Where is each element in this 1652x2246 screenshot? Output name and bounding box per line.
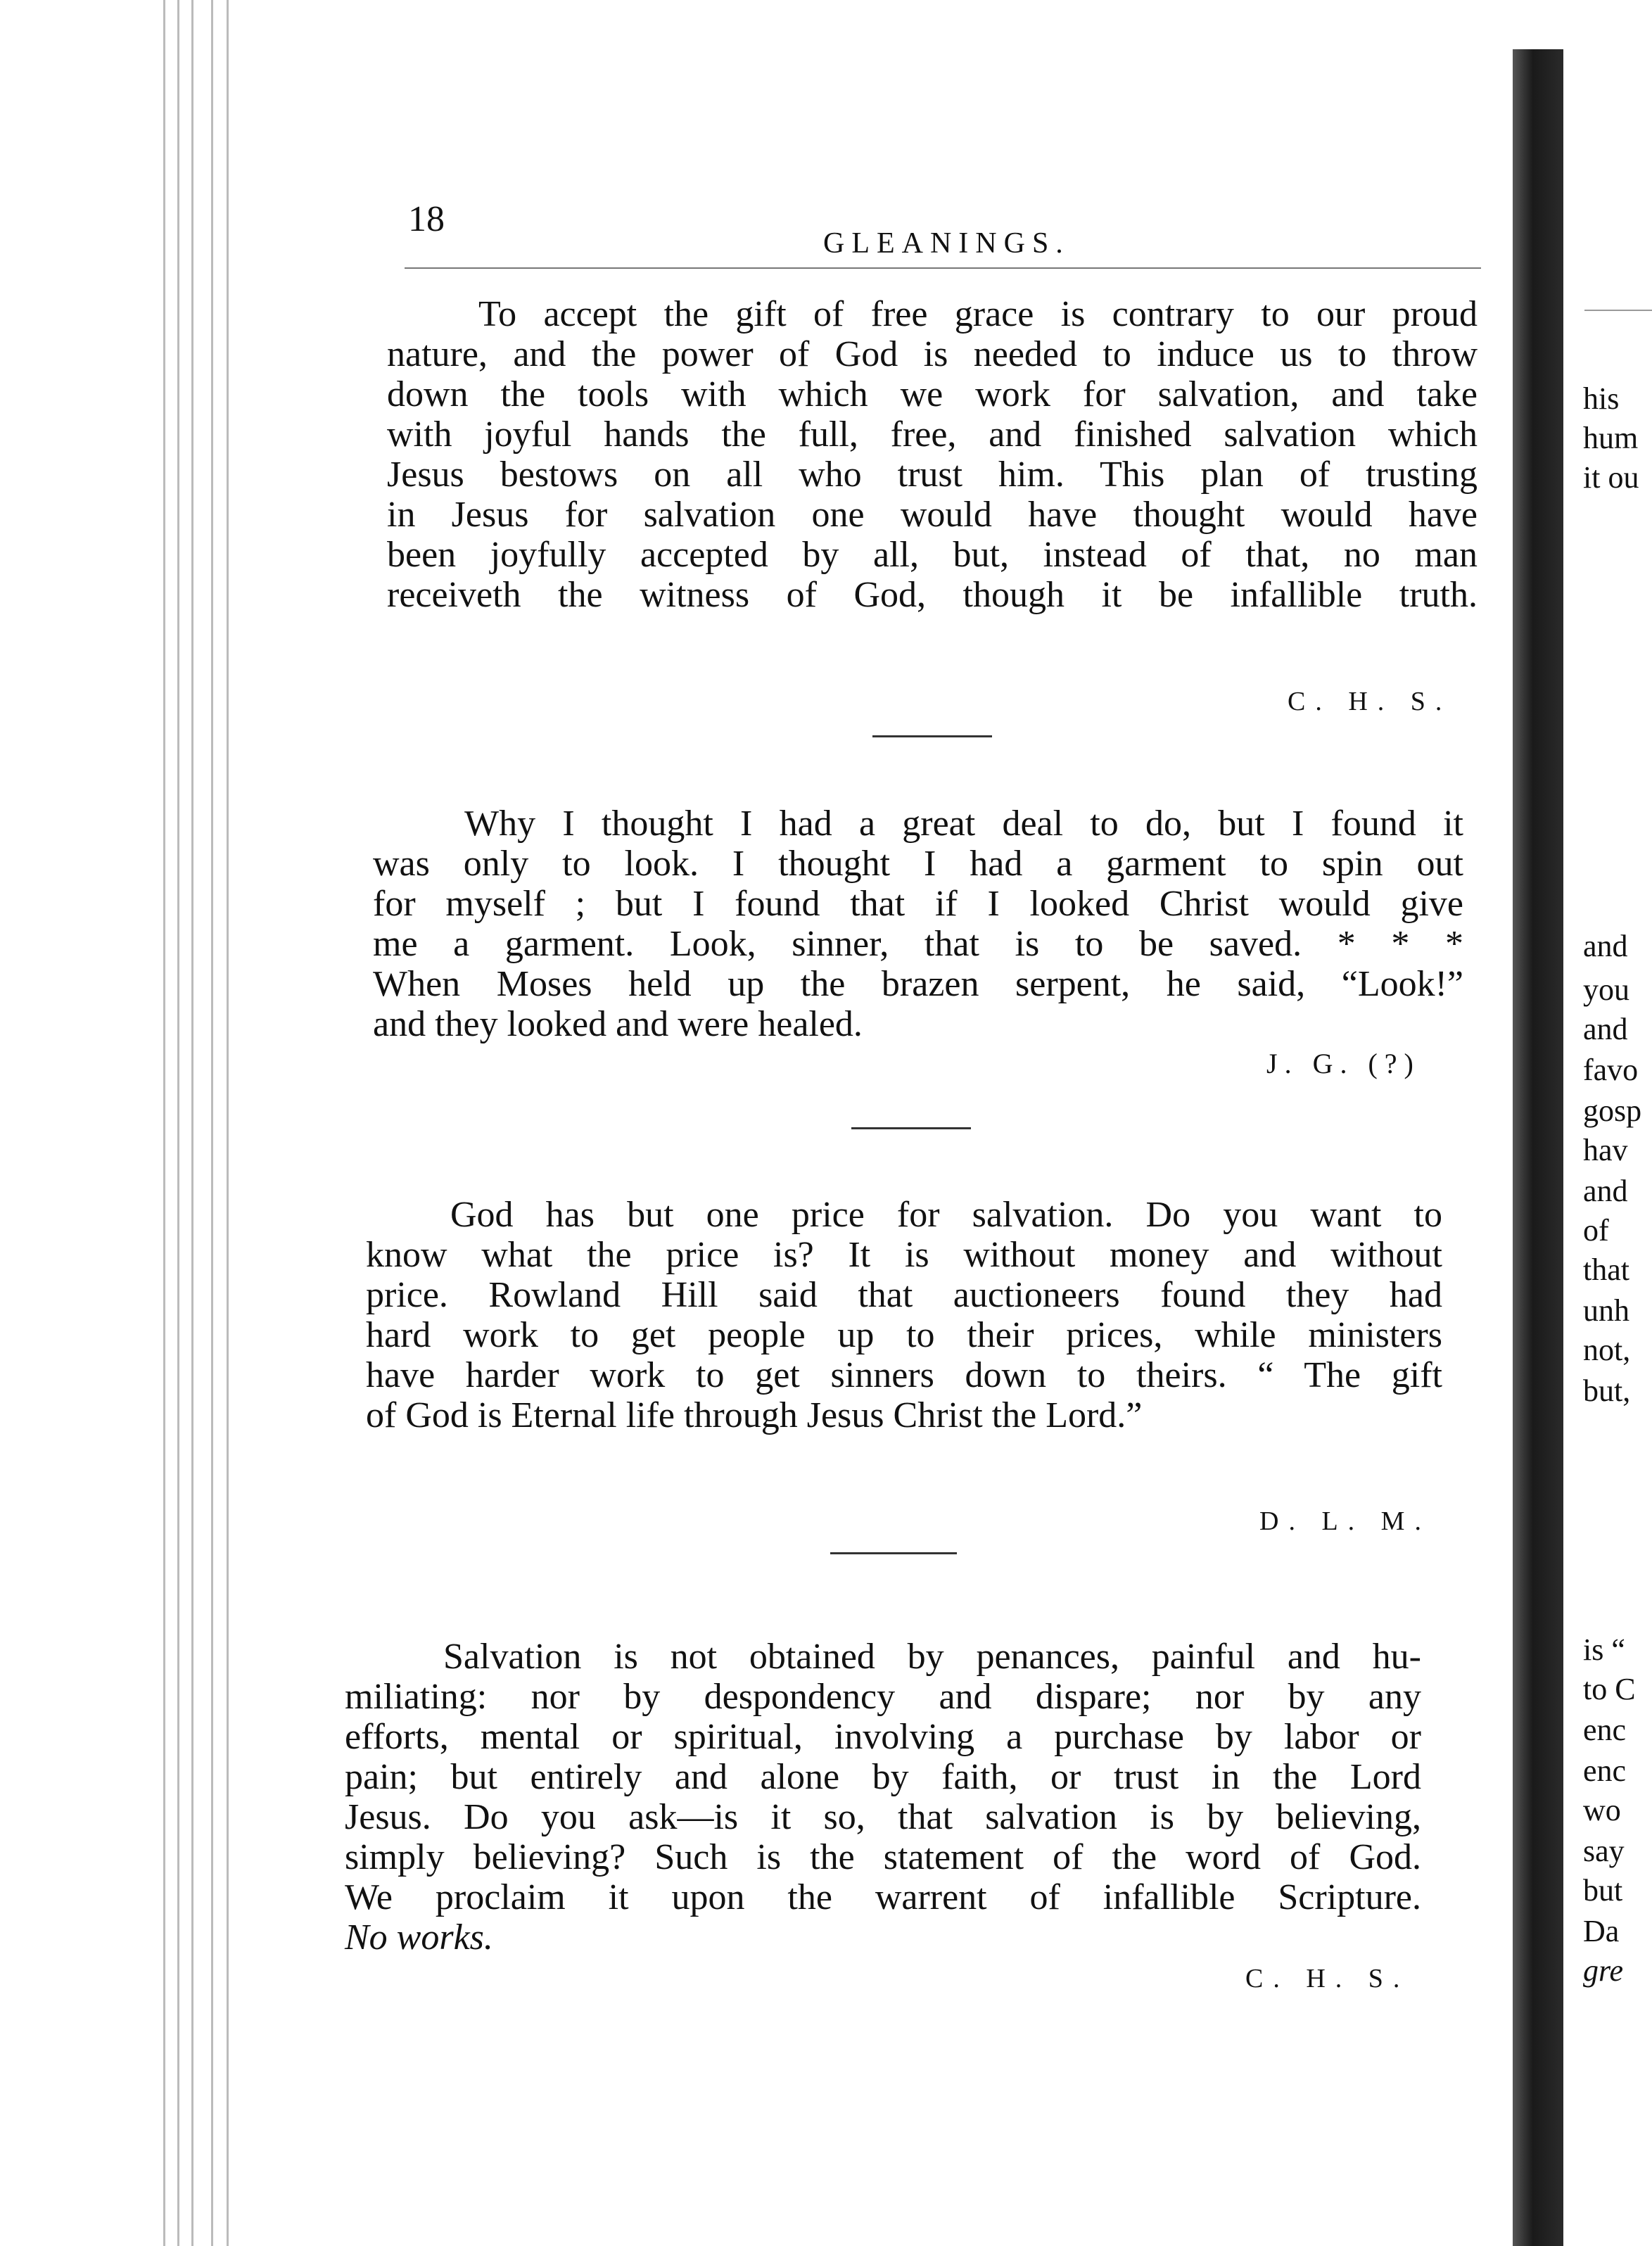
opposite-fragment: wo	[1583, 1793, 1621, 1827]
opposite-fragment: is “	[1583, 1632, 1625, 1667]
opposite-fragment: enc	[1583, 1713, 1627, 1747]
passage-line: pain; but entirely and alone by faith, or trust in the Lord	[345, 1757, 1421, 1797]
passage-line: and they looked and were healed.	[373, 1004, 863, 1044]
book-edge-line	[163, 0, 165, 2246]
opposite-fragment: unh	[1583, 1293, 1629, 1328]
header-rule	[405, 267, 1481, 269]
opposite-fragment: his	[1583, 381, 1620, 416]
opposite-fragment: hum	[1583, 421, 1639, 455]
running-head: GLEANINGS.	[823, 227, 1070, 260]
section-separator	[830, 1552, 957, 1554]
opposite-page-rule	[1584, 310, 1652, 311]
passage-line: We proclaim it upon the warrent of infallible Scripture.	[345, 1877, 1421, 1917]
section-separator	[851, 1127, 971, 1129]
passage-line: been joyfully accepted by all, but, instead of that, no man	[387, 535, 1478, 575]
page-number: 18	[408, 199, 445, 239]
passage-line: receiveth the witness of God, though it be infallible truth.	[387, 575, 1478, 615]
passage-line: was only to look. I thought I had a garment to spin out	[373, 844, 1463, 884]
opposite-fragment: hav	[1583, 1133, 1628, 1167]
passage-line: in Jesus for salvation one would have thought would have	[387, 495, 1478, 535]
passage-line: miliating: nor by despondency and dispare; nor by any	[345, 1677, 1421, 1717]
passage-line: with joyful hands the full, free, and finished salvation which	[387, 414, 1478, 455]
opposite-fragment: enc	[1583, 1753, 1627, 1788]
opposite-fragment: not,	[1583, 1333, 1631, 1367]
passage-line: Jesus. Do you ask—is it so, that salvation is by believing,	[345, 1797, 1421, 1837]
passage-line: know what the price is? It is without money and without	[366, 1235, 1442, 1275]
opposite-fragment: and	[1583, 1174, 1628, 1208]
passage-line: efforts, mental or spiritual, involving a purchase by labor or	[345, 1717, 1421, 1757]
attribution-3: D. L. M.	[1259, 1506, 1431, 1536]
opposite-fragment: say	[1583, 1834, 1625, 1868]
attribution-1: C. H. S.	[1288, 687, 1452, 716]
opposite-fragment: but,	[1583, 1373, 1631, 1408]
book-edge-line	[211, 0, 213, 2246]
passage-4	[345, 1637, 1421, 1958]
book-edge-line	[177, 0, 179, 2246]
opposite-fragment: gre	[1583, 1953, 1624, 1988]
passage-line: To accept the gift of free grace is contrary to our proud	[478, 294, 1478, 334]
passage-line: Jesus bestows on all who trust him. This plan of trusting	[387, 455, 1478, 495]
opposite-fragment: of	[1583, 1213, 1609, 1248]
opposite-fragment: that	[1583, 1252, 1629, 1287]
opposite-fragment: but	[1583, 1873, 1623, 1908]
opposite-fragment: and	[1583, 1012, 1628, 1046]
opposite-fragment: you	[1583, 972, 1629, 1007]
book-edge-line	[227, 0, 229, 2246]
passage-line: me a garment. Look, sinner, that is to be saved. * * *	[373, 924, 1463, 964]
passage-line: simply believing? Such is the statement of the word of God.	[345, 1837, 1421, 1877]
opposite-page	[1563, 0, 1652, 2246]
passage-1	[387, 294, 1478, 615]
main-page	[232, 0, 1513, 2246]
passage-line: for myself ; but I found that if I looked Christ would give	[373, 884, 1463, 924]
passage-line: price. Rowland Hill said that auctioneers found they had	[366, 1275, 1442, 1315]
page-gutter-shadow	[1513, 49, 1563, 2246]
opposite-fragment: and	[1583, 929, 1628, 963]
opposite-fragment: gosp	[1583, 1093, 1642, 1128]
passage-line: have harder work to get sinners down to theirs. “ The gift	[366, 1355, 1442, 1395]
passage-line: down the tools with which we work for salvation, and take	[387, 374, 1478, 414]
passage-line: of God is Eternal life through Jesus Christ the Lord.”	[366, 1395, 1143, 1435]
passage-2	[373, 804, 1463, 1044]
opposite-fragment: to C	[1583, 1672, 1636, 1706]
opposite-fragment: Da	[1583, 1914, 1620, 1948]
passage-3	[366, 1195, 1442, 1435]
opposite-fragment: it ou	[1583, 460, 1639, 495]
passage-line: hard work to get people up to their prices, while ministers	[366, 1315, 1442, 1355]
passage-line: When Moses held up the brazen serpent, he said, “Look!”	[373, 964, 1463, 1004]
attribution-2: J. G. (?)	[1266, 1048, 1421, 1079]
passage-line: nature, and the power of God is needed to induce us to throw	[387, 334, 1478, 374]
passage-line: No works.	[345, 1917, 493, 1958]
passage-line: Why I thought I had a great deal to do, but I found it	[464, 804, 1463, 844]
section-separator	[872, 735, 992, 737]
book-edge-line	[191, 0, 193, 2246]
opposite-fragment: favo	[1583, 1053, 1639, 1087]
attribution-4: C. H. S.	[1245, 1964, 1410, 1993]
passage-line: God has but one price for salvation. Do you want to	[450, 1195, 1442, 1235]
passage-line: Salvation is not obtained by penances, painful and hu-	[443, 1637, 1421, 1677]
